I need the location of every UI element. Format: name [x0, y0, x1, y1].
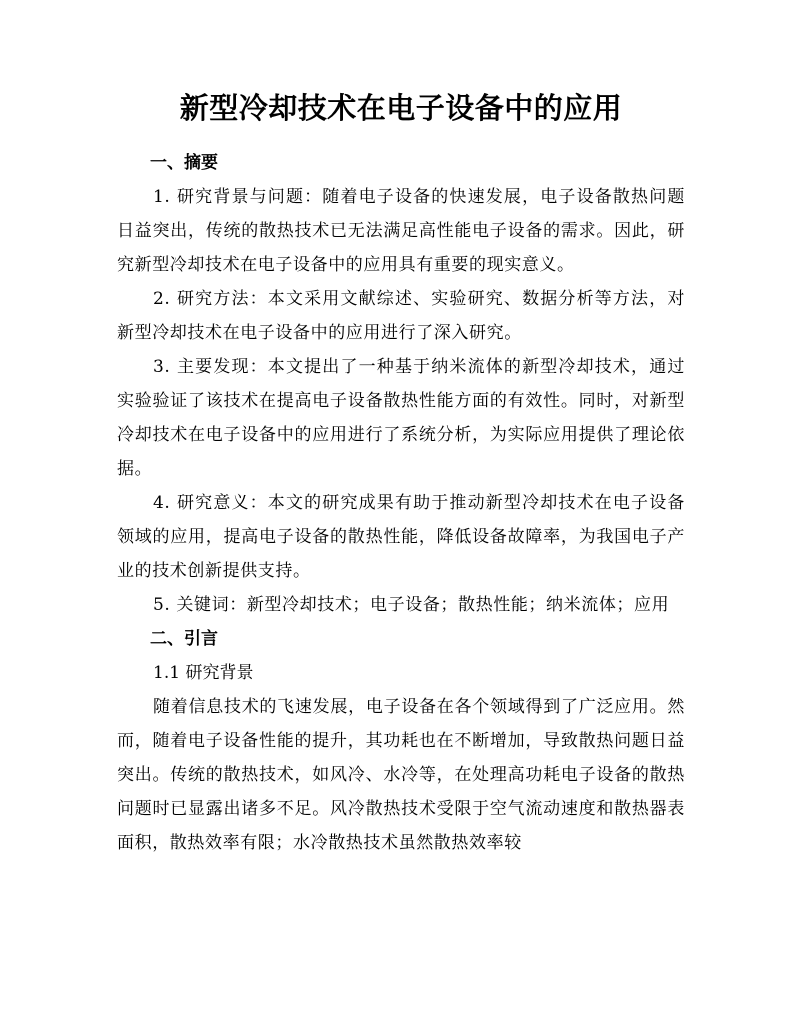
abstract-item-method: 2. 研究方法：本文采用文献综述、实验研究、数据分析等方法，对新型冷却技术在电子设备中的应用进行了深入研究。: [117, 289, 685, 343]
document-page: [117, 88, 685, 860]
subsection-heading-background: 1.1 研究背景: [153, 663, 254, 683]
section-heading-intro: 二、引言: [150, 629, 218, 649]
abstract-item-background: 1. 研究背景与问题：随着电子设备的快速发展，电子设备散热问题日益突出，传统的散热技术已无法满足高性能电子设备的需求。因此，研究新型冷却技术在电子设备中的应用具有重要的现实意义。: [117, 187, 685, 275]
abstract-item-significance: 4. 研究意义：本文的研究成果有助于推动新型冷却技术在电子设备领域的应用，提高电子设备的散热性能，降低设备故障率，为我国电子产业的技术创新提供支持。: [117, 493, 685, 581]
document-title: 新型冷却技术在电子设备中的应用: [179, 91, 623, 125]
abstract-item-keywords: 5. 关键词：新型冷却技术；电子设备；散热性能；纳米流体；应用: [153, 595, 670, 615]
section-heading-abstract: 一、摘要: [150, 153, 218, 173]
intro-paragraph: 随着信息技术的飞速发展，电子设备在各个领域得到了广泛应用。然而，随着电子设备性能的提升，其功耗也在不断增加，导致散热问题日益突出。传统的散热技术，如风冷、水冷等，在处理高功耗电子设备的散热问题时已显露出诸多不足。风冷散热技术受限于空气流动速度和散热器表面积，散热效率有限；水冷散热技术虽然散热效率较: [117, 697, 685, 853]
abstract-item-findings: 3. 主要发现：本文提出了一种基于纳米流体的新型冷却技术，通过实验验证了该技术在提高电子设备散热性能方面的有效性。同时，对新型冷却技术在电子设备中的应用进行了系统分析，为实际应用提供了理论依据。: [117, 357, 685, 479]
